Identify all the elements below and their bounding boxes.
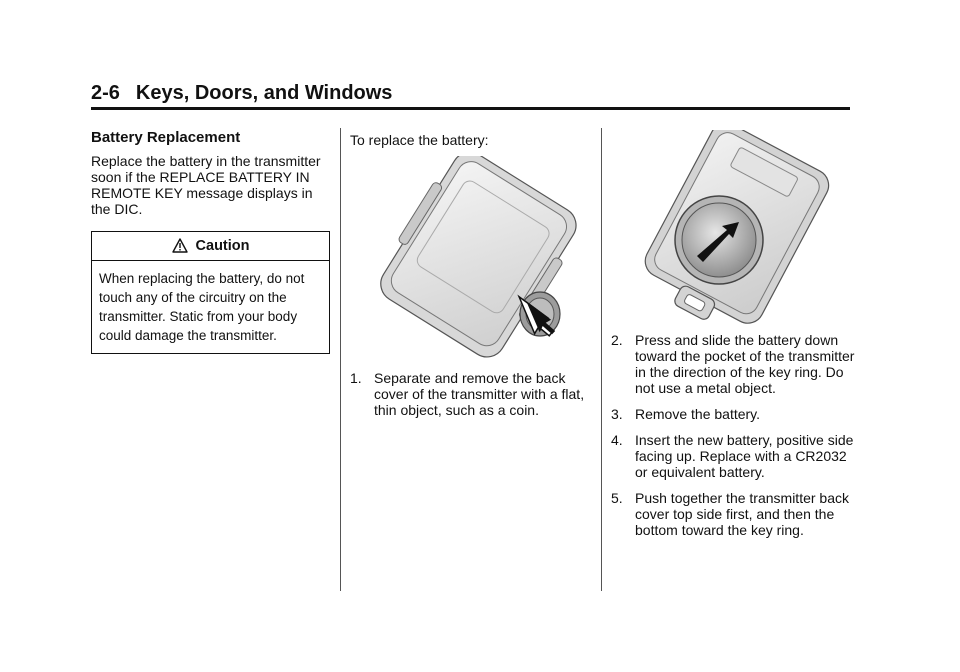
list-item: 3. Remove the battery. xyxy=(611,406,761,422)
section-title: Battery Replacement xyxy=(91,129,241,146)
list-item: 4. Insert the new battery, positive side facing up. Replace with a CR2032 or equivalent battery. xyxy=(611,432,854,480)
list-item: 2. Press and slide the battery down toward the pocket of the transmitter in the direction of the key ring. Do not use a metal object. xyxy=(611,332,855,396)
intro-paragraph: Replace the battery in the transmitter soon if the REPLACE BATTERY IN REMOTE KEY message displays in the DIC. xyxy=(91,153,321,217)
list-item: 1. Separate and remove the back cover of the transmitter with a flat, thin object, such as a coin. xyxy=(350,370,585,418)
caution-text: When replacing the battery, do not touch any of the circuitry on the transmitter. Static from your body could damage the transmitter. xyxy=(99,271,305,343)
list-item: 5. Push together the transmitter back cover top side first, and then the bottom toward the key ring. xyxy=(611,490,849,538)
caution-title: Caution xyxy=(195,238,250,254)
page-header xyxy=(91,80,850,110)
column-divider xyxy=(601,128,602,591)
transmitter-battery-icon xyxy=(611,130,856,330)
caution-header xyxy=(92,232,329,261)
caution-triangle-icon xyxy=(172,238,196,254)
steps-lead: To replace the battery: xyxy=(350,132,489,148)
column-steps-1 xyxy=(350,132,590,418)
column-divider xyxy=(340,128,341,591)
caution-box xyxy=(91,231,330,354)
transmitter-back-cover-icon xyxy=(350,156,590,368)
chapter-title: Keys, Doors, and Windows xyxy=(135,82,393,104)
column-battery-replacement xyxy=(91,129,331,354)
column-steps-2 xyxy=(611,130,856,538)
page-number: 2-6 xyxy=(91,82,120,104)
